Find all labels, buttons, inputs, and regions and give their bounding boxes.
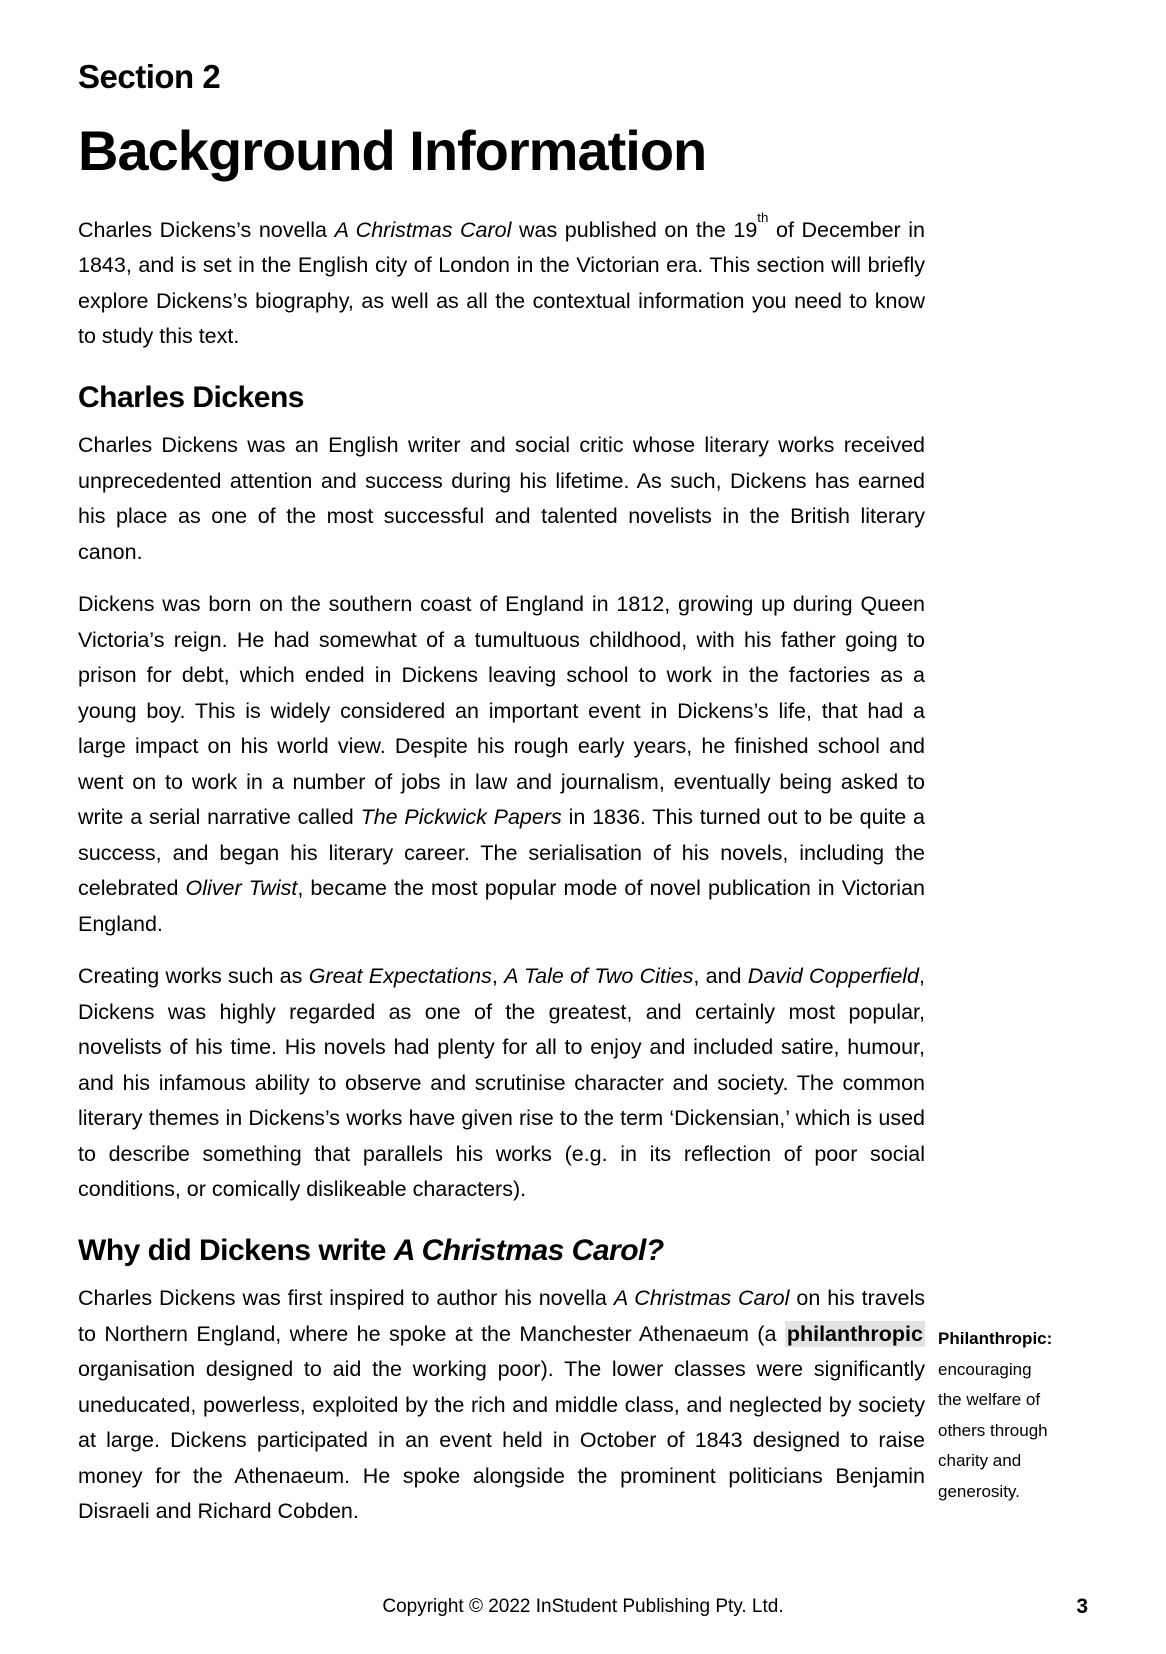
- page-number: 3: [1076, 1595, 1088, 1618]
- text-segment: , and: [693, 964, 748, 989]
- heading-charles-dickens: Charles Dickens: [78, 380, 304, 414]
- dickens-paragraph-2: [78, 587, 925, 942]
- text-segment: organisation designed to aid the working poor). The lower classes were significantly uneducated, powerless, exploited by the rich and middle class, and neglected by society at large. Dickens participated in an event held in October of 1843 designed to raise money for the Athenaeum. He spoke alongside the prominent politicians Benjamin Disraeli and Richard Cobden.: [78, 1357, 925, 1524]
- page-header: [78, 58, 1166, 182]
- book-title-pickwick-papers: The Pickwick Papers: [360, 805, 562, 830]
- intro-paragraph: [78, 210, 925, 355]
- text-segment: ,: [491, 964, 505, 989]
- book-title-great-expectations: Great Expectations: [308, 964, 492, 989]
- heading-why-did-dickens-write: [78, 1234, 925, 1269]
- text-segment: Creating works such as: [78, 964, 309, 989]
- text-segment: Charles Dickens was first inspired to author his novella: [78, 1286, 614, 1311]
- highlighted-term-philanthropic: philanthropic: [786, 1321, 923, 1346]
- copyright-notice: Copyright © 2022 InStudent Publishing Pty. Ltd.: [382, 1596, 784, 1617]
- dickens-paragraph-3: [78, 959, 925, 1208]
- page-footer: [0, 1594, 1166, 1620]
- book-title-a-christmas-carol: A Christmas Carol: [613, 1286, 790, 1311]
- book-title-a-christmas-carol: A Christmas Carol: [393, 1233, 646, 1267]
- text-segment: Dickens was born on the southern coast of England in 1812, growing up during Queen Victoria’s reign. He had somewhat of a tumultuous childhood, with his father going to prison for debt, which ended in Dickens leaving school to work in the factories as a young boy. This is widely considered an important event in Dickens’s life, that had a large impact on his world view. Despite his rough early years, he finished school and went on to work in a number of jobs in law and journalism, eventually being asked to write a serial narrative called: [78, 592, 925, 830]
- heading-question-mark: ?: [645, 1233, 664, 1267]
- margin-note-term: Philanthropic:: [938, 1329, 1053, 1349]
- section-label: Section 2: [78, 58, 221, 95]
- text-segment: , Dickens was highly regarded as one of the greatest, and certainly most popular, novelists of his time. His novels had plenty for all to enjoy and included satire, humour, and his infamous ability to observe and scrutinise character and society. The common literary themes in Dickens’s works have given rise to the term ‘Dickensian,’ which is used to describe something that parallels his works (e.g. in its reflection of poor social conditions, or comically dislikeable characters).: [78, 964, 925, 1202]
- why-paragraph: [78, 1281, 925, 1530]
- page-title: Background Information: [78, 118, 707, 182]
- ordinal-superscript: th: [757, 210, 769, 226]
- text-segment: on his travels to Northern England, where he spoke at the Manchester Athenaeum (a: [78, 1286, 925, 1346]
- text-segment: of December in 1843, and is set in the English city of London in the Victorian era. This section will briefly explore Dickens’s biography, as well as all the contextual information you need to know to study this text.: [78, 217, 925, 349]
- margin-note-philanthropic: [938, 1324, 1058, 1507]
- text-segment: Charles Dickens’s novella: [78, 217, 335, 242]
- book-title-tale-of-two-cities: A Tale of Two Cities: [504, 964, 694, 989]
- book-title-a-christmas-carol: A Christmas Carol: [334, 217, 512, 242]
- page-content: [78, 210, 1053, 1530]
- text-segment: , became the most popular mode of novel publication in Victorian England.: [78, 876, 925, 936]
- margin-note-definition: encouraging the welfare of others through charity and generosity.: [938, 1359, 1048, 1501]
- book-title-oliver-twist: Oliver Twist: [185, 876, 298, 901]
- text-segment: in 1836. This turned out to be quite a success, and began his literary career. The serialisation of his novels, including the celebrated: [78, 805, 926, 901]
- why-section-body: [78, 1281, 1053, 1530]
- dickens-paragraph-1: Charles Dickens was an English writer and social critic whose literary works received unprecedented attention and success during his lifetime. As such, Dickens has earned his place as one of the most successful and talented novelists in the British literary canon.: [78, 433, 925, 564]
- heading-text: Why did Dickens write: [78, 1233, 394, 1267]
- book-title-david-copperfield: David Copperfield: [747, 964, 920, 989]
- text-segment: was published on the 19: [511, 217, 758, 242]
